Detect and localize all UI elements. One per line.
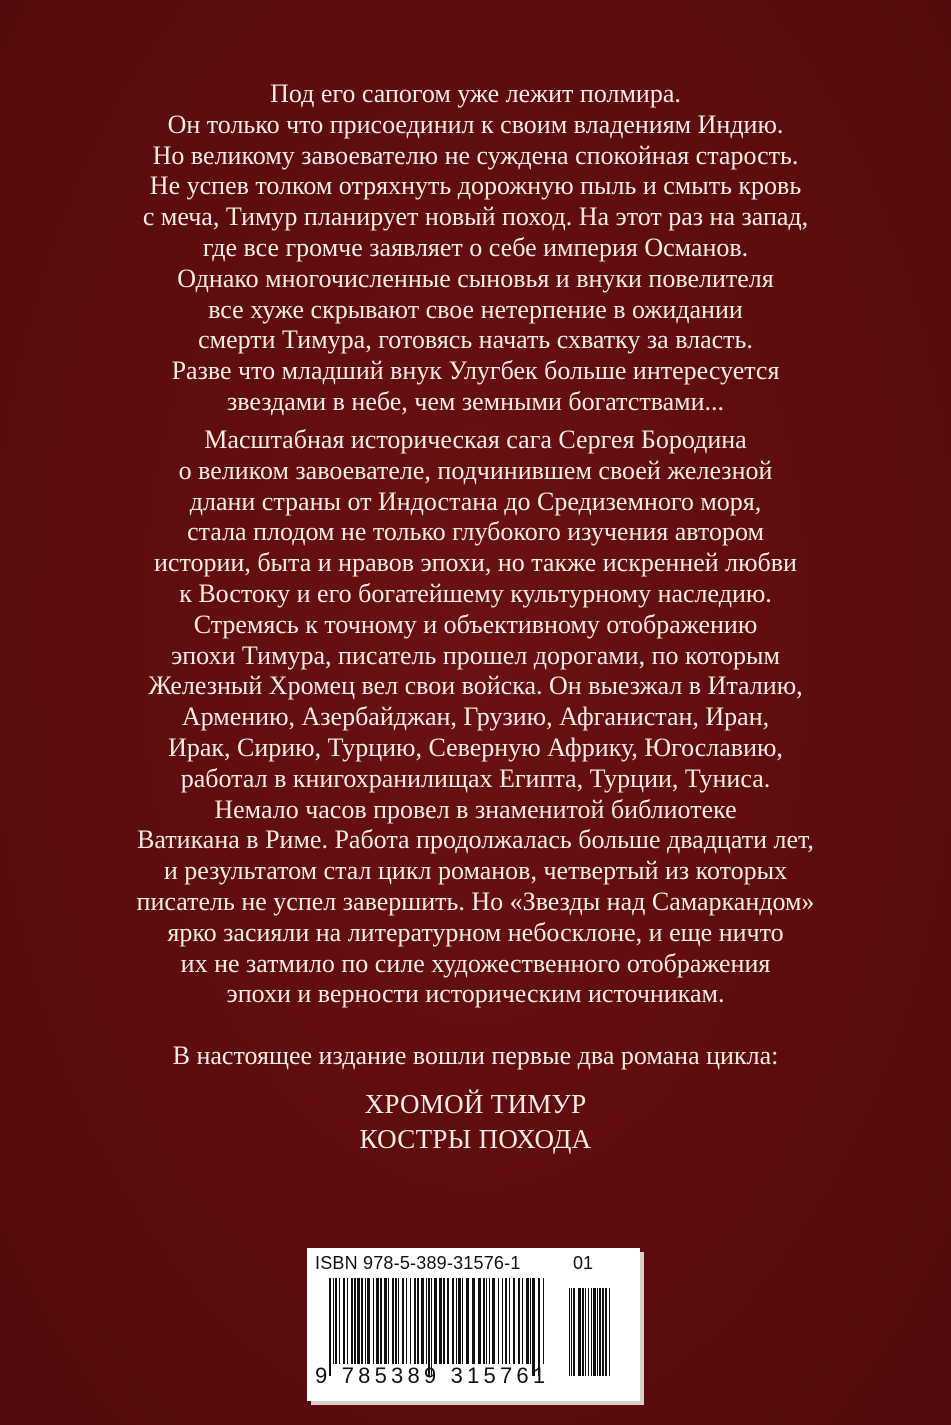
text-line: с меча, Тимур планирует новый поход. На этот раз на запад, [142,202,809,232]
text-line: Масштабная историческая сага Сергея Бородина [204,425,747,454]
text-line: истории, быта и нравов эпохи, но также искренней любви [154,548,797,578]
text-line: Но великому завоевателю не суждена спокойная старость. [152,140,799,170]
text-line: о великом завоевателе, подчинившем своей железной [178,455,773,485]
text-line: Однако многочисленные сыновья и внуки повелителя [177,263,774,293]
novel-title: КОСТРЫ ПОХОДА [359,1124,592,1154]
isbn-barcode [307,1248,640,1401]
text-line: звездами в небе, чем земными богатствами... [226,386,725,416]
text-line: Железный Хромец вел свои войска. Он выезжал в Италию, [148,671,803,701]
text-line: стала плодом не только глубокого изучения автором [187,517,764,547]
text-line: эпохи Тимура, писатель прошел дорогами, по которым [171,640,780,670]
text-line: Он только что присоединил к своим владениям Индию. [167,109,784,139]
text-line: работал в книгохранилищах Египта, Турции, Туниса. [180,763,771,793]
text-line: их не затмило по силе художественного отображения [180,948,771,978]
text-line: к Востоку и его богатейшему культурному наследию. [179,578,772,608]
text-line: Не успев толком отряхнуть дорожную пыль и смыть кровь [149,171,802,201]
novel-title: ХРОМОЙ ТИМУР [364,1089,587,1119]
text-line: Разве что младший внук Улугбек больше интересуется [171,356,780,386]
text-line: эпохи и верности историческим источникам. [226,979,725,1009]
text-line: все хуже скрывают свое нетерпение в ожидании [208,294,743,324]
text-line: Ватикана в Риме. Работа продолжалась больше двадцати лет, [137,825,814,855]
text-line: Под его сапогом уже лежит полмира. [270,79,681,108]
text-line: и результатом стал цикл романов, четвертый из которых [163,856,788,886]
text-line: писатель не успел завершить. Но «Звезды над Самаркандом» [136,886,815,916]
text-line: В настоящее издание вошли первые два романа цикла: [172,1041,779,1070]
text-line: Немало часов провел в знаменитой библиотеке [214,794,737,824]
novel-titles [0,1087,951,1157]
text-line: Стремясь к точному и объективному отображению [193,609,758,639]
isbn-label: ISBN 978-5-389-31576-1 [315,1253,521,1273]
text-line: смерти Тимура, готовясь начать схватку за власть. [198,325,753,355]
edition-note [0,1041,951,1072]
text-line: длани страны от Индостана до Средиземного моря, [189,486,762,516]
text-line: где все громче заявляет о себе империя Османов. [202,232,749,262]
text-line: ярко засияли на литературном небосклоне, и еще ничто [167,917,784,947]
text-line: Ирак, Сирию, Турцию, Северную Африку, Югославию, [168,732,783,762]
annotation-paragraph [0,79,951,418]
text-line: Армению, Азербайджан, Грузию, Афганистан, Иран, [181,702,770,732]
barcode-digits: 9 785389 315761 [315,1363,550,1388]
isbn-addon: 01 [573,1253,594,1273]
author-paragraph [0,425,951,1010]
